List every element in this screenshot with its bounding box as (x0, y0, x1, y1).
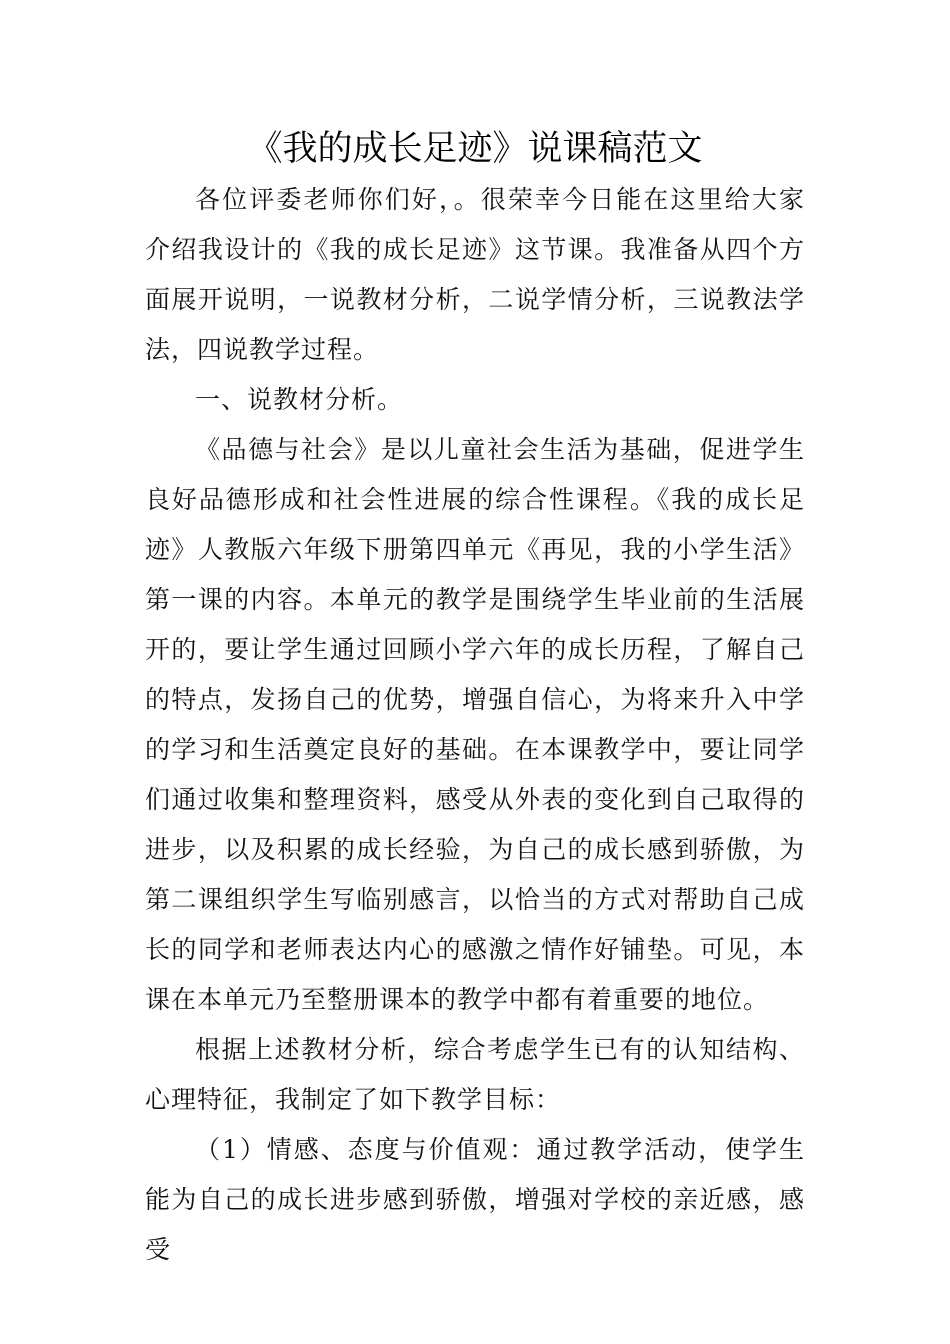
paragraph-textbook-analysis: 《品德与社会》是以儿童社会生活为基础，促进学生良好品德形成和社会性进展的综合性课程。《我的成长足迹》人教版六年级下册第四单元《再见，我的小学生活》第一课的内容。本单元的教学是围绕学生毕业前的生活展开的，要让学生通过回顾小学六年的成长历程，了解自己的特点，发扬自己的优势，增强自信心，为将来升入中学的学习和生活奠定良好的基础。在本课教学中，要让同学们通过收集和整理资料，感受从外表的变化到自己取得的进步，以及积累的成长经验，为自己的成长感到骄傲，为第二课组织学生写临别感言，以恰当的方式对帮助自己成长的同学和老师表达内心的感激之情作好铺垫。可见，本课在本单元乃至整册课本的教学中都有着重要的地位。 (145, 435, 805, 1014)
paragraph-objectives-intro: 根据上述教材分析，综合考虑学生已有的认知结构、心理特征，我制定了如下教学目标： (145, 1035, 805, 1114)
paragraph-intro: 各位评委老师你们好，。很荣幸今日能在这里给大家介绍我设计的《我的成长足迹》这节课。我准备从四个方面展开说明，一说教材分析，二说学情分析，三说教法学法，四说教学过程。 (145, 185, 805, 364)
paragraph-objective-1: （1）情感、态度与价值观：通过教学活动，使学生能为自己的成长进步感到骄傲，增强对学校的亲近感，感受 (145, 1135, 805, 1264)
document-body (145, 175, 805, 1275)
document-title: 《我的成长足迹》说课稿范文 (247, 129, 703, 169)
section-heading-textbook-analysis: 一、说教材分析。 (195, 385, 404, 414)
